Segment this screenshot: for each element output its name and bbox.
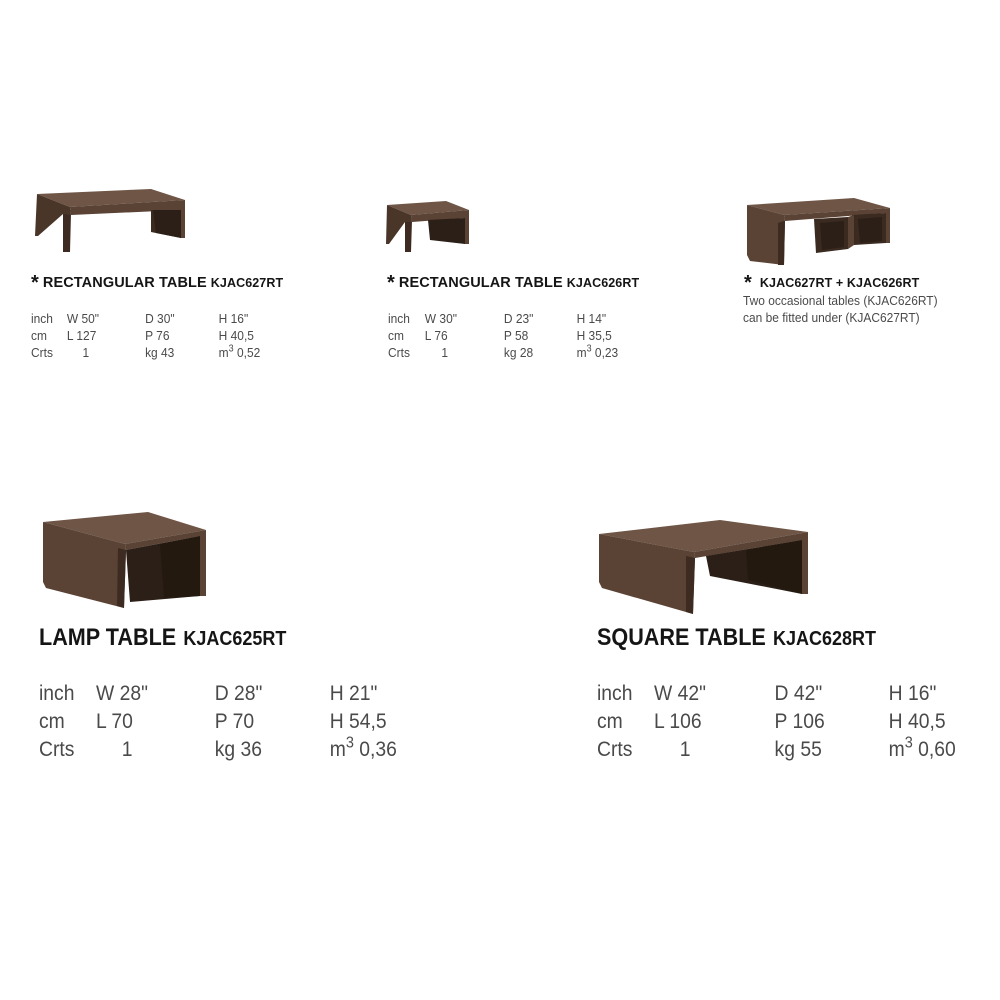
spec-row-inch [39, 682, 425, 710]
height-value: H 21" [329, 682, 378, 705]
spec-row-inch [31, 311, 307, 328]
depth-value: P 76 [145, 328, 170, 343]
volume-value: $m^3$ 0,60 [888, 734, 956, 761]
length-value: L 127 [66, 328, 97, 343]
unit-label: inch [388, 311, 410, 326]
product-name: RECTANGULAR TABLE [42, 275, 207, 291]
width-value: W 42" [654, 682, 706, 705]
unit-label: Crts [388, 345, 410, 360]
depth-value: P 58 [503, 328, 529, 343]
length-value: L 106 [654, 710, 702, 733]
height-value: H 16" [888, 682, 937, 705]
spec-table [388, 311, 664, 362]
length-value: L 76 [424, 328, 448, 343]
spec-row-cm [39, 710, 425, 738]
depth-value: D 30" [145, 311, 175, 326]
weight-value: kg 43 [145, 345, 175, 360]
spec-row-cm [597, 710, 956, 738]
spec-table [31, 311, 307, 362]
depth-value: D 23" [503, 311, 534, 326]
spec-table [597, 682, 956, 766]
unit-label: cm [388, 328, 404, 343]
square-table-image [596, 518, 812, 616]
spec-row-crts [39, 734, 425, 766]
weight-value: kg 55 [774, 738, 822, 761]
cartons-value: 1 [82, 345, 90, 360]
lamp-table-image [40, 510, 210, 614]
product-title [39, 624, 286, 652]
height-value: H 40,5 [218, 328, 254, 343]
volume-value: $m^3$ 0,52 [218, 343, 261, 360]
spec-row-inch [597, 682, 956, 710]
weight-value: kg 36 [214, 738, 262, 761]
unit-label: inch [597, 682, 633, 705]
unit-label: Crts [39, 738, 75, 761]
product-name: SQUARE TABLE [597, 624, 766, 651]
spec-row-cm [388, 328, 664, 345]
unit-label: cm [597, 710, 623, 733]
height-value: H 16" [218, 311, 249, 326]
depth-value: D 42" [774, 682, 823, 705]
spec-row-crts [597, 734, 956, 766]
spec-row-crts [31, 345, 307, 362]
product-code: KJAC627RT [210, 276, 284, 290]
depth-value: P 106 [774, 710, 825, 733]
depth-value: D 28" [214, 682, 263, 705]
note-line: Two occasional tables (KJAC626RT) [743, 293, 938, 308]
unit-label: inch [31, 311, 53, 326]
product-name: LAMP TABLE [39, 624, 177, 651]
cartons-value: 1 [441, 345, 449, 360]
unit-label: Crts [31, 345, 53, 360]
rectangular-table-image [33, 188, 189, 254]
asterisk-mark: * [31, 272, 39, 294]
note-line: can be fitted under (KJAC627RT) [743, 310, 920, 325]
spec-table [39, 682, 425, 766]
spec-row-crts [388, 345, 664, 362]
product-note [743, 292, 938, 326]
product-title [387, 272, 639, 295]
product-code: KJAC628RT [773, 628, 877, 650]
cartons-value: 1 [679, 738, 691, 761]
width-value: W 50" [66, 311, 100, 326]
height-value: H 54,5 [329, 710, 387, 733]
product-title [31, 272, 283, 295]
unit-label: cm [31, 328, 47, 343]
asterisk-mark: * [387, 272, 395, 294]
rectangular-table-image [384, 200, 472, 254]
height-value: H 14" [576, 311, 607, 326]
depth-value: P 70 [214, 710, 255, 733]
width-value: W 30" [424, 311, 457, 326]
weight-value: kg 28 [503, 345, 534, 360]
height-value: H 40,5 [888, 710, 946, 733]
length-value: L 70 [96, 710, 133, 733]
volume-value: $m^3$ 0,36 [329, 734, 397, 761]
spec-row-inch [388, 311, 664, 328]
product-name: RECTANGULAR TABLE [398, 275, 563, 291]
product-code: KJAC626RT [566, 276, 640, 290]
unit-label: Crts [597, 738, 633, 761]
spec-row-cm [31, 328, 307, 345]
unit-label: inch [39, 682, 75, 705]
unit-label: cm [39, 710, 65, 733]
nested-tables-image [744, 195, 894, 267]
product-name: KJAC627RT + KJAC626RT [759, 276, 920, 290]
height-value: H 35,5 [576, 328, 612, 343]
product-code: KJAC625RT [183, 628, 287, 650]
width-value: W 28" [96, 682, 148, 705]
cartons-value: 1 [121, 738, 133, 761]
product-title [597, 624, 876, 652]
volume-value: $m^3$ 0,23 [576, 343, 619, 360]
asterisk-mark: * [744, 272, 752, 294]
